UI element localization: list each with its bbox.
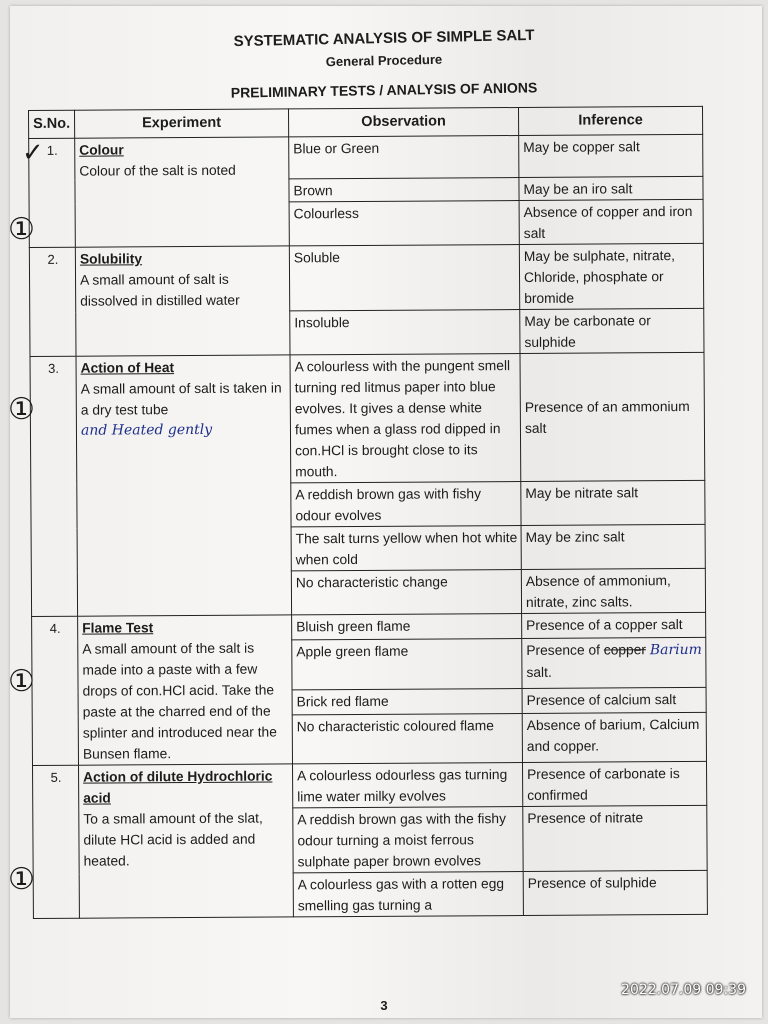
- circled-one-mark: ①: [8, 392, 35, 427]
- inference-cell: May be carbonate or sulphide: [520, 308, 704, 353]
- inference-cell: Absence of barium, Calcium and copper.: [522, 713, 706, 763]
- observation-cell: A reddish brown gas with the fishy odour turning a moist ferrous sulphate paper brown evolves: [293, 806, 523, 872]
- experiment-text: To a small amount of the slat, dilute HCl acid is added and heated.: [83, 810, 263, 869]
- serial-number: 5.: [33, 765, 80, 918]
- observation-cell: Insoluble: [290, 309, 520, 354]
- observation-cell: Blue or Green: [289, 136, 519, 179]
- experiment-heading: Action of dilute Hydrochloric acid: [83, 768, 273, 806]
- handwritten-correction: Barium: [649, 642, 702, 659]
- observation-cell: Soluble: [289, 245, 519, 311]
- experiment-text: A small amount of the salt is made into a paste with a few drops of con.HCl acid. Take the paste at the charred end of the splinter and introduced near the Bunsen flame.: [82, 640, 277, 762]
- observation-cell: A colourless with the pungent smell turning red litmus paper into blue evolves. It gives a dense white fumes when a glass rod dipped in con.HCl is brought close to its mouth.: [290, 353, 521, 482]
- inference-cell: [522, 638, 706, 689]
- inference-cell: Presence of nitrate: [523, 805, 707, 871]
- inference-cell: May be sulphate, nitrate, Chloride, phosphate or bromide: [519, 243, 703, 309]
- experiment-text: A small amount of salt is taken in a dry test tube: [80, 380, 282, 418]
- column-header: S.No.: [29, 110, 75, 138]
- experiment-cell: [79, 764, 294, 918]
- inference-cell: Absence of copper and iron salt: [519, 199, 703, 244]
- analysis-table: [28, 106, 708, 919]
- circled-one-mark: ①: [8, 212, 35, 247]
- table-row: [29, 134, 703, 180]
- serial-number: 2.: [29, 247, 76, 356]
- section-title: PRELIMINARY TESTS / ANALYSIS OF ANIONS: [230, 79, 538, 101]
- photo-timestamp: 2022.07.09 09:39: [621, 982, 746, 998]
- experiment-cell: [76, 355, 292, 616]
- inference-cell: May be zinc salt: [521, 524, 705, 569]
- serial-number: 4.: [32, 616, 79, 765]
- experiment-heading: Colour: [79, 142, 124, 158]
- column-header: Observation: [288, 108, 518, 137]
- experiment-text: Colour of the salt is noted: [79, 162, 236, 179]
- circled-one-mark: ①: [8, 862, 35, 897]
- inference-cell: May be copper salt: [519, 134, 703, 177]
- observation-cell: The salt turns yellow when hot white when cold: [291, 525, 521, 570]
- experiment-cell: [78, 615, 293, 765]
- struck-word: copper: [603, 642, 647, 658]
- experiment-cell: [75, 137, 290, 247]
- inference-cell: May be an iro salt: [519, 176, 703, 200]
- observation-cell: A colourless odourless gas turning lime water milky evolves: [292, 762, 522, 807]
- observation-cell: Brick red flame: [292, 689, 522, 716]
- table-header-row: [29, 106, 703, 138]
- observation-cell: A reddish brown gas with fishy odour evolves: [291, 481, 521, 526]
- observation-cell: Colourless: [289, 201, 519, 246]
- inference-prefix: Presence of: [526, 642, 604, 659]
- inference-cell: Presence of calcium salt: [522, 687, 706, 713]
- serial-number: 1.: [29, 138, 76, 247]
- serial-number: 3.: [30, 356, 78, 616]
- inference-cell: Absence of ammonium, nitrate, zinc salts.: [521, 568, 705, 613]
- inference-cell: Presence of a copper salt: [522, 612, 706, 638]
- inference-cell: Presence of sulphide: [523, 870, 707, 915]
- experiment-heading: Flame Test: [82, 620, 154, 636]
- observation-cell: Brown: [289, 178, 519, 202]
- observation-cell: Bluish green flame: [292, 613, 522, 640]
- inference-cell: Presence of carbonate is confirmed: [522, 761, 706, 806]
- page-subtitle: General Procedure: [325, 51, 443, 70]
- inference-cell: May be nitrate salt: [521, 480, 705, 525]
- observation-cell: No characteristic change: [291, 569, 521, 614]
- inference-suffix: salt.: [526, 665, 552, 681]
- inference-cell: Presence of an ammonium salt: [520, 352, 705, 481]
- observation-cell: Apple green flame: [292, 639, 522, 690]
- page-title: SYSTEMATIC ANALYSIS OF SIMPLE SALT: [233, 26, 535, 51]
- observation-cell: A colourless gas with a rotten egg smelling gas turning a: [293, 871, 523, 916]
- experiment-text: A small amount of salt is dissolved in distilled water: [79, 271, 240, 309]
- experiment-heading: Action of Heat: [80, 360, 175, 376]
- observation-cell: No characteristic coloured flame: [292, 714, 522, 764]
- tick-mark: ✓: [22, 138, 44, 168]
- column-header: Inference: [518, 106, 702, 135]
- circled-one-mark: ①: [8, 664, 35, 699]
- experiment-heading: Solubility: [79, 251, 143, 267]
- table-row: [33, 761, 707, 809]
- page-number: 3: [380, 998, 388, 1013]
- handwritten-note: and Heated gently: [80, 421, 213, 439]
- table-row: [29, 243, 703, 312]
- column-header: Experiment: [75, 109, 289, 138]
- table-row: [30, 352, 705, 484]
- experiment-cell: [75, 246, 290, 356]
